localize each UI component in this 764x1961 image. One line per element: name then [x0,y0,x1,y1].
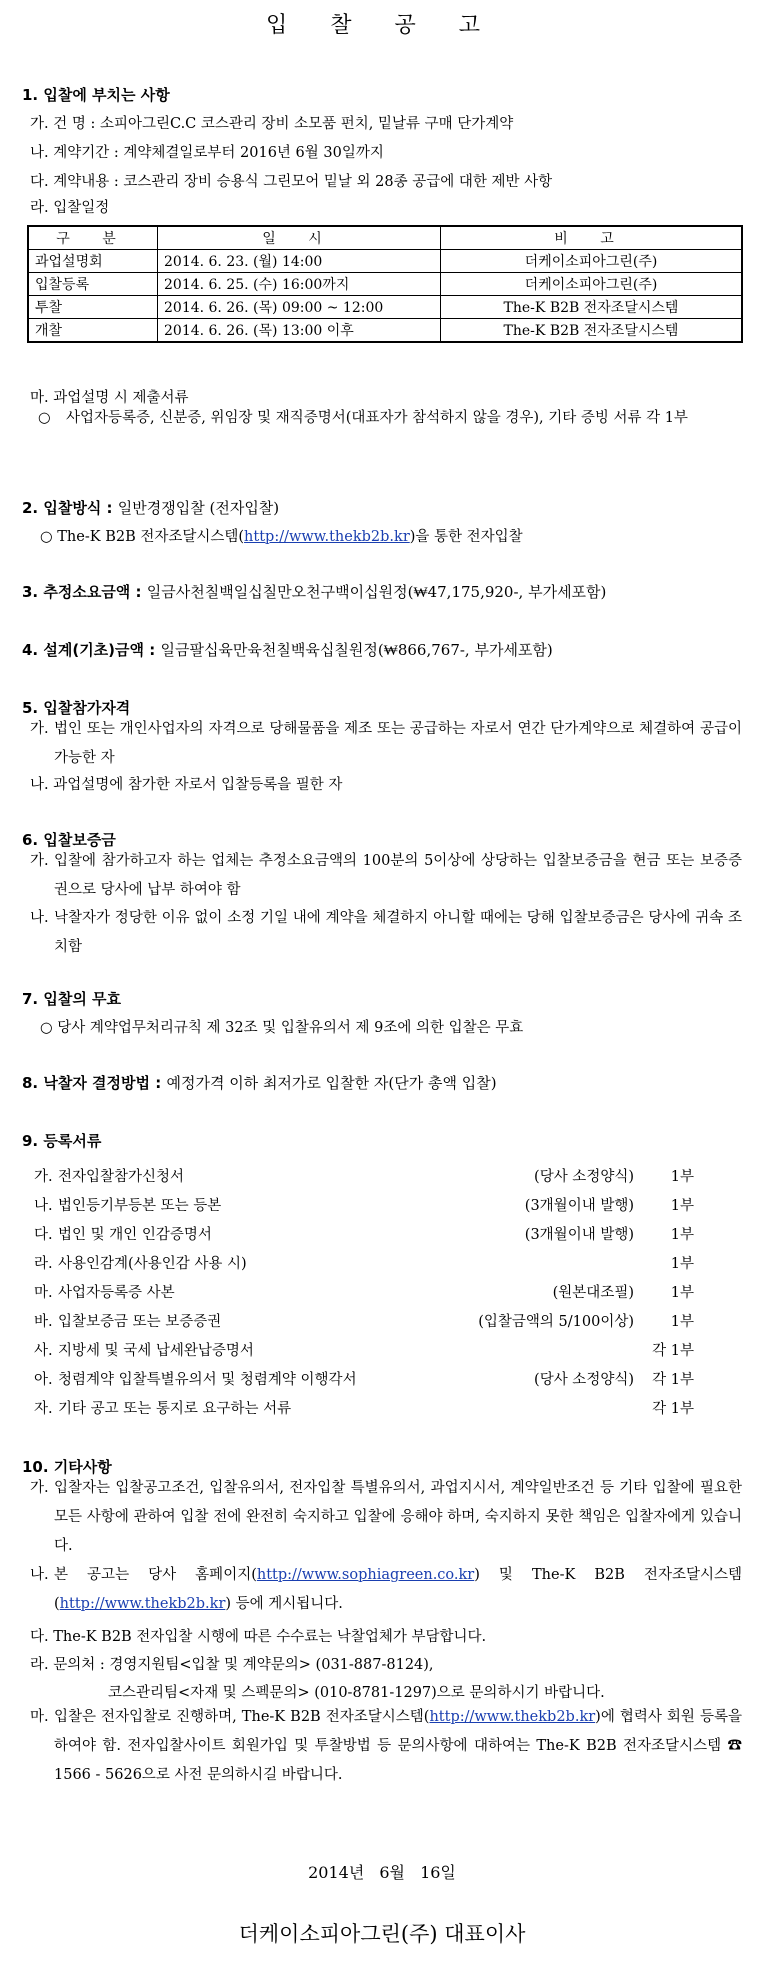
deposit-a [30,847,742,905]
row-datetime: 2014. 6. 26. (목) 09:00 ~ 12:00 [158,296,441,319]
section-2-heading [22,497,279,518]
row-label: 투찰 [28,296,158,319]
briefing-docs [38,404,744,433]
doc-qty: 1부 [670,1169,694,1185]
qualification-a [30,715,742,773]
section-9-heading: 9. 등록서류 [22,1132,102,1150]
doc-qty: 1부 [670,1285,694,1301]
deposit-b-text: 낙찰자가 정당한 이유 없이 소정 기일 내에 계약을 체결하지 아니할 때에는 당해 입찰보증금은 당사에 귀속 조치함 [54,910,742,955]
row-remark: The-K B2B 전자조달시스템 [441,296,743,319]
row-label: 개찰 [28,319,158,343]
page-title: 입 찰 공 고 [266,13,498,38]
contract-content: 다. 계약내용 : 코스관리 장비 승용식 그린모어 밑날 외 28종 공급에 대한 제반 사항 [30,174,553,190]
deposit-b [30,904,742,962]
doc-label: 사. [34,1343,53,1359]
doc-label: 마. [34,1285,53,1301]
table-row [28,273,742,296]
doc-name: 법인등기부등본 또는 등본 [58,1198,222,1214]
doc-qty: 각 1부 [652,1401,694,1417]
doc-qty: 1부 [670,1227,694,1243]
doc-name: 기타 공고 또는 통지로 요구하는 서류 [58,1401,292,1417]
section-8-heading [22,1072,497,1093]
doc-note: (원본대조필) [552,1285,634,1301]
header-bigo: 비 고 [441,226,743,250]
item-name: 가. 건 명 : 소피아그린C.C 코스관리 장비 소모품 펀치, 밑날류 구매 단가계약 [30,116,514,132]
contract-period: 나. 계약기간 : 계약체결일로부터 2016년 6월 30일까지 [30,145,384,161]
row-remark: 더케이소피아그린(주) [441,273,743,296]
misc-e [30,1703,742,1790]
label-na: 나. [30,910,49,926]
list-item [34,1339,694,1365]
doc-qty: 1부 [670,1256,694,1272]
section-3-heading [22,581,606,602]
label-na: 나. [30,1567,49,1583]
doc-label: 라. [34,1256,53,1272]
section-3-title: 3. 추정소요금액 : [22,583,142,601]
section-8-title: 8. 낙찰자 결정방법 : [22,1074,162,1092]
e-procurement-post: )을 통한 전자입찰 [409,529,523,545]
misc-b-pre: 본 공고는 당사 홈페이지( [54,1567,257,1583]
doc-name: 전자입찰참가신청서 [58,1169,185,1185]
doc-label: 가. [34,1169,53,1185]
briefing-docs-label: 마. 과업설명 시 제출서류 [30,390,189,406]
doc-name: 법인 및 개인 인감증명서 [58,1227,212,1243]
circle-bullet: ○ [38,410,51,426]
list-item [34,1397,694,1423]
signature: 더케이소피아그린(주) 대표이사 [238,1922,526,1946]
bid-method: 일반경쟁입찰 (전자입찰) [117,499,280,517]
misc-d2: 코스관리팀<자재 및 스펙문의> (010-8781-1297)으로 문의하시기 바랍니다. [108,1685,605,1701]
doc-qty: 각 1부 [652,1372,694,1388]
section-4-title: 4. 설계(기초)금액 : [22,641,156,659]
misc-a-text: 입찰자는 입찰공고조건, 입찰유의서, 전자입찰 특별유의서, 과업지시서, 계약일반조건 등 기타 입찰에 필요한 모든 사항에 관하여 입찰 전에 완전히 숙지하고 입찰에 응해야 하며, 숙지하지 못한 책임은 입찰자에게 있습니다. [54,1480,742,1554]
section-5-heading: 5. 입찰참가자격 [22,699,131,717]
row-label: 입찰등록 [28,273,158,296]
doc-note: (입찰금액의 5/100이상) [478,1314,634,1330]
label-ga: 가. [30,721,49,737]
doc-label: 바. [34,1314,53,1330]
table-row [28,319,742,343]
list-item [34,1194,694,1220]
section-7-heading: 7. 입찰의 무효 [22,990,122,1008]
schedule-table [27,225,743,343]
misc-e-post: )에 협력사 회원 등록을 하여야 함. 전자입찰사이트 회원가입 및 투찰방법 등 문의사항에 대하여는 The-K B2B 전자조달시스템 ☎ 1566 - 5626으로 사전 문의하시길 바랍니다. [54,1709,742,1783]
design-amount: 일금팔십육만육천칠백육십칠원정(₩866,767-, 부가세포함) [160,641,553,659]
doc-name: 사용인감계(사용인감 사용 시) [58,1256,247,1272]
doc-note: (3개월이내 발행) [524,1198,634,1214]
row-datetime: 2014. 6. 23. (월) 14:00 [158,250,441,273]
list-item [34,1223,694,1249]
section-6-heading: 6. 입찰보증금 [22,831,116,849]
misc-a [30,1474,742,1561]
e-procurement-pre: ○ The-K B2B 전자조달시스템( [40,529,245,545]
doc-qty: 1부 [670,1198,694,1214]
row-remark: 더케이소피아그린(주) [441,250,743,273]
thekb2b-link[interactable]: http://www.thekb2b.kr [244,529,410,545]
briefing-docs-text: 사업자등록증, 신분증, 위임장 및 재직증명서(대표자가 참석하지 않을 경우), 기타 증빙 서류 각 1부 [66,410,688,426]
estimated-amount: 일금사천칠백일십칠만오천구백이십원정(₩47,175,920-, 부가세포함) [146,583,607,601]
doc-note: (당사 소정양식) [534,1169,634,1185]
section-2-title: 2. 입찰방식 : [22,499,113,517]
misc-b-post: ) 등에 게시됩니다. [225,1596,343,1612]
misc-b-text [30,1561,742,1619]
section-10-heading: 10. 기타사항 [22,1458,112,1476]
thekb2b-link[interactable]: http://www.thekb2b.kr [59,1596,226,1612]
row-datetime: 2014. 6. 25. (수) 16:00까지 [158,273,441,296]
doc-name: 청렴계약 입찰특별유의서 및 청렴계약 이행각서 [58,1372,357,1388]
list-item [34,1252,694,1278]
header-gubun: 구 분 [28,226,158,250]
misc-b [30,1561,742,1619]
doc-name: 입찰보증금 또는 보증증권 [58,1314,222,1330]
table-row [28,250,742,273]
invalid-bid-rule: ○ 당사 계약업무처리규칙 제 32조 및 입찰유의서 제 9조에 의한 입찰은 무효 [40,1020,524,1036]
section-1-heading: 1. 입찰에 부치는 사항 [22,86,170,104]
misc-c: 다. The-K B2B 전자입찰 시행에 따른 수수료는 낙찰업체가 부담합니다. [30,1629,487,1645]
doc-note: (당사 소정양식) [534,1372,634,1388]
doc-label: 아. [34,1372,53,1388]
header-ilsi: 일 시 [158,226,441,250]
e-procurement-line [40,525,523,546]
doc-name: 사업자등록증 사본 [58,1285,175,1301]
doc-name: 지방세 및 국세 납세완납증명서 [58,1343,254,1359]
label-ga: 가. [30,853,49,869]
misc-d1: 라. 문의처 : 경영지원팀<입찰 및 계약문의> (031-887-8124), [30,1657,434,1673]
thekb2b-link[interactable]: http://www.thekb2b.kr [429,1709,596,1725]
table-row [28,296,742,319]
doc-label: 나. [34,1198,53,1214]
list-item [34,1165,694,1191]
row-remark: The-K B2B 전자조달시스템 [441,319,743,343]
sophiagreen-link[interactable]: http://www.sophiagreen.co.kr [256,1567,475,1583]
bid-schedule-label: 라. 입찰일정 [30,200,110,216]
notice-date: 2014년 6월 16일 [308,1863,456,1882]
list-item [34,1310,694,1336]
doc-label: 다. [34,1227,53,1243]
row-datetime: 2014. 6. 26. (목) 13:00 이후 [158,319,441,343]
table-header-row [28,226,742,250]
label-ga: 가. [30,1480,49,1496]
row-label: 과업설명회 [28,250,158,273]
list-item [34,1368,694,1394]
doc-note: (3개월이내 발행) [524,1227,634,1243]
award-method: 예정가격 이하 최저가로 입찰한 자(단가 총액 입찰) [166,1074,497,1092]
section-4-heading [22,639,553,660]
misc-e-text [30,1703,742,1790]
qualification-b: 나. 과업설명에 참가한 자로서 입찰등록을 필한 자 [30,777,343,793]
list-item [34,1281,694,1307]
doc-qty: 각 1부 [652,1343,694,1359]
qualification-a-text: 법인 또는 개인사업자의 자격으로 당해물품을 제조 또는 공급하는 자로서 연간 단가계약으로 체결하여 공급이 가능한 자 [54,721,742,766]
doc-qty: 1부 [670,1314,694,1330]
deposit-a-text: 입찰에 참가하고자 하는 업체는 추정소요금액의 100분의 5이상에 상당하는 입찰보증금을 현금 또는 보증증권으로 당사에 납부 하여야 함 [54,853,742,898]
misc-b-mid: ) 및 The-K B2B 전자조달시스템( [54,1567,742,1612]
label-ma: 마. [30,1709,49,1725]
doc-label: 자. [34,1401,53,1417]
misc-e-pre: 입찰은 전자입찰로 진행하며, The-K B2B 전자조달시스템( [54,1709,430,1725]
